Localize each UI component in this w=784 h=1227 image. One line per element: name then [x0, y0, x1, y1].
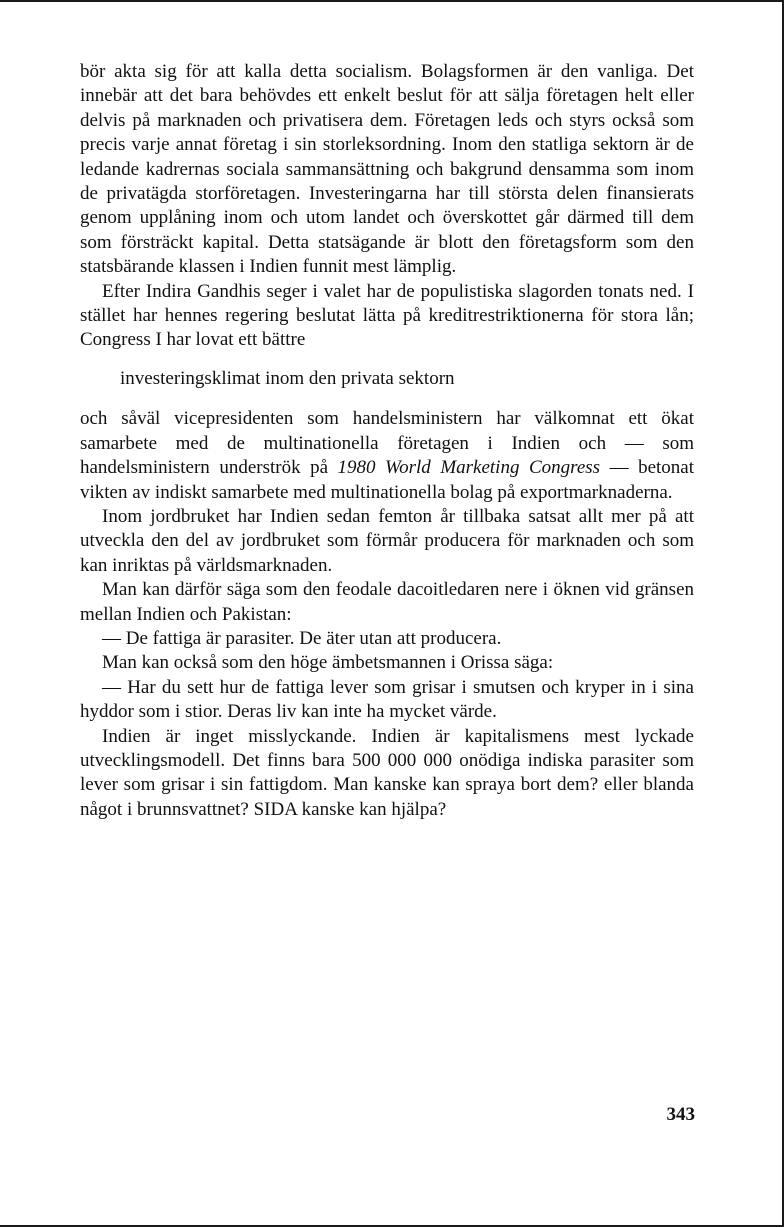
congress-title: 1980 World Marketing Congress	[337, 457, 601, 479]
quoted-phrase: investeringsklimat inom den privata sektorn	[120, 367, 455, 389]
dialogue-line-1: — De fattiga är parasiter. De äter utan att producera.	[102, 627, 502, 649]
paragraph-4: Inom jordbruket har Indien sedan femton år tillbaka satsat allt mer på att utveckla den del av jordbruket som förmår producera för marknaden och som kan inriktas på världsmarknaden.	[80, 505, 694, 576]
paragraph-3	[80, 407, 694, 505]
paragraph-1: bör akta sig för att kalla detta socialism. Bolagsformen är den vanliga. Det innebär att det bara behövdes ett enkelt beslut för att sälja företagen helt eller delvis på marknaden och privatisera dem. Företagen leds och styrs också som precis varje annat företag i sin storleksordning. Inom den statliga sektorn är de ledande kadrernas sociala sammansättning och bakgrund densamma som inom de privatägda storföretagen. Investeringarna har till största delen finansierats genom upplåning inom och utom landet och överskottet går därmed till dem som försträckt kapital. Detta statsägande är blott den företagsform som den statsbärande klassen i Indien funnit mest lämplig.	[80, 61, 694, 278]
page-body	[80, 60, 694, 822]
paragraph-2: Efter Indira Gandhis seger i valet har de populistiska slagorden tonats ned. I stället har hennes regering beslutat lätta på kreditrestriktionerna för stora lån; Congress I har lovat ett bättre	[80, 280, 694, 351]
paragraph-5: Man kan därför säga som den feodale dacoitledaren nere i öknen vid gränsen mellan Indien och Pakistan:	[80, 579, 694, 625]
dialogue-line-2: — Har du sett hur de fattiga lever som grisar i smutsen och kryper in i sina hyddor som i stior. Deras liv kan inte ha mycket värde.	[80, 676, 694, 723]
paragraph-3-end: — betonat vikten av indiskt samarbete med multinationella bolag på exportmarknaderna.	[80, 457, 695, 503]
paragraph-6: Man kan också som den höge ämbetsmannen i Orissa säga:	[102, 652, 554, 674]
page-top-edge	[0, 0, 784, 2]
paragraph-7: Indien är inget misslyckande. Indien är kapitalismens mest lyckade utvecklingsmodell. Det finns bara 500 000 000 onödiga indiska parasiter som lever som grisar i sin fattigdom. Man kanske kan spraya bort dem? eller blanda något i brunnsvattnet? SIDA kanske kan hjälpa?	[80, 725, 694, 820]
page-number: 343	[666, 1104, 695, 1125]
paragraph-3-start: och såväl vicepresidenten som handelsministern har välkomnat ett ökat samarbete med de multinationella företagen i Indien och — som handelsministern underströk på	[80, 408, 694, 479]
